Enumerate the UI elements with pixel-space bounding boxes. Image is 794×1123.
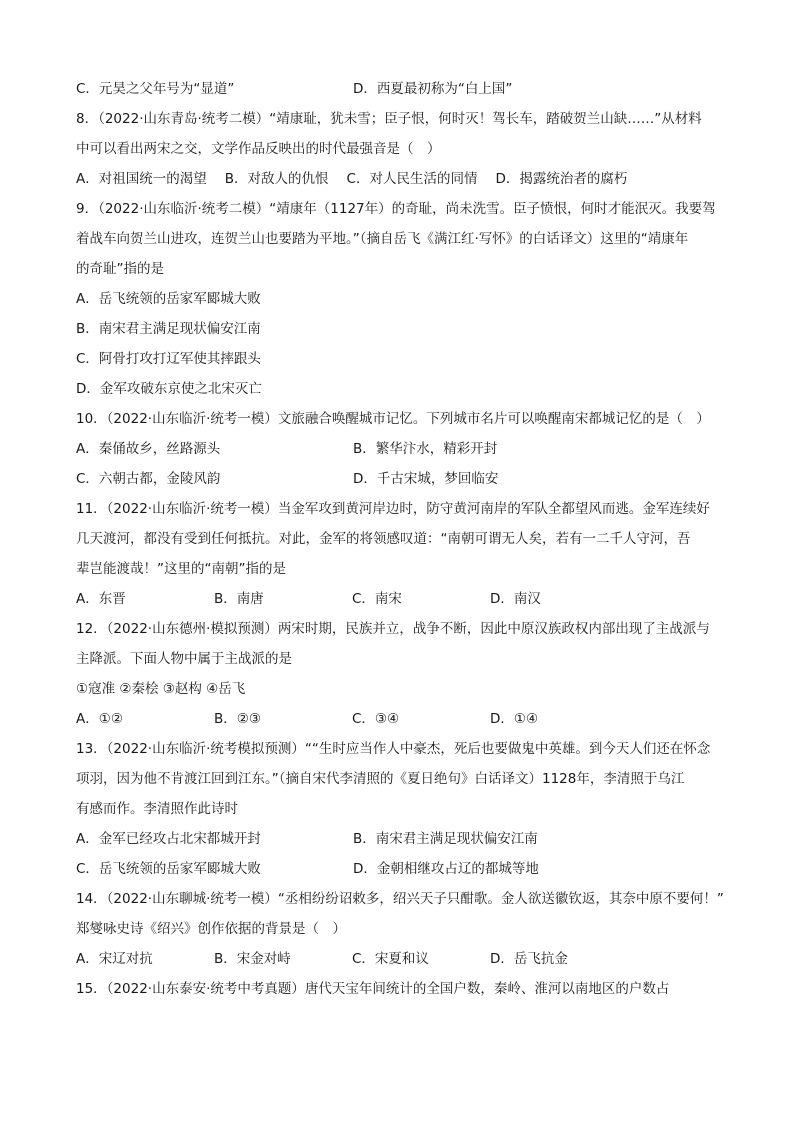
question-15 <box>76 980 724 998</box>
question-options <box>76 590 724 608</box>
question-text: 9．（2022·山东临沂·统考二模）“靖康年（1127年）的奇耻，尚未洗雪。臣子愤恨，何时才能泯灭。我要驾 <box>76 201 716 217</box>
question-options <box>76 440 724 458</box>
option-b: B．对敌人的仇恨 <box>224 171 329 187</box>
option-b: B．繁华汴水，精彩开封 <box>353 441 498 457</box>
question-10 <box>76 410 724 488</box>
question-14 <box>76 890 724 968</box>
question-options <box>76 860 724 878</box>
option-d: D．南汉 <box>490 591 541 607</box>
option-d: D．千古宋城，梦回临安 <box>353 471 499 487</box>
question-text: 主降派。下面人物中属于主战派的是 <box>76 651 292 667</box>
option-c: C．南宋 <box>352 591 402 607</box>
option-d: D．西夏最初称为“白上国” <box>353 81 513 97</box>
option-a: A．秦俑故乡，丝路源头 <box>76 441 221 457</box>
question-text: 8．（2022·山东青岛·统考二模）“靖康耻，犹未雪；臣子恨，何时灭！驾长车，踏破贺兰山缺……”从材料 <box>76 111 702 127</box>
option-b: B．②③ <box>214 711 261 727</box>
option-d: D．揭露统治者的腐朽 <box>495 171 628 187</box>
question-options <box>76 470 724 488</box>
question-text: 13．（2022·山东临沂·统考模拟预测）““生时应当作人中豪杰，死后也要做鬼中英雄。到今天人们还在怀念 <box>76 741 711 757</box>
question-text: 15．（2022·山东泰安·统考中考真题）唐代天宝年间统计的全国户数，秦岭、淮河以南地区的户数占 <box>76 981 670 997</box>
option-d: D．①④ <box>490 711 539 727</box>
option-b: B．南唐 <box>214 591 264 607</box>
question-13 <box>76 740 724 878</box>
option-a: A．宋辽对抗 <box>76 951 153 967</box>
option-b: B．宋金对峙 <box>214 951 291 967</box>
prev-question-options <box>76 80 724 98</box>
option-a: A．①② <box>76 711 123 727</box>
question-12 <box>76 620 724 728</box>
option-a: A．金军已经攻占北宋都城开封 <box>76 831 261 847</box>
question-options <box>76 170 724 188</box>
question-11 <box>76 500 724 608</box>
option-c: C．对人民生活的同情 <box>346 171 478 187</box>
question-text: 12．（2022·山东德州·模拟预测）两宋时期，民族并立，战争不断，因此中原汉族政权内部出现了主战派与 <box>76 621 710 637</box>
question-options <box>76 290 724 398</box>
option-c: C．岳飞统领的岳家军郾城大败 <box>76 861 261 877</box>
option-d: D．金军攻破东京使之北宋灭亡 <box>76 381 262 397</box>
option-c: C．宋夏和议 <box>352 951 429 967</box>
option-a: A．岳飞统领的岳家军郾城大败 <box>76 291 261 307</box>
question-text: 辈岂能渡哉！”这里的“南朝”指的是 <box>76 561 286 577</box>
question-text: 项羽，因为他不肯渡江回到江东。”（摘自宋代李清照的《夏日绝句》白话译文）1128年，李清照于乌江 <box>76 771 685 787</box>
question-text: 11．（2022·山东临沂·统考一模）当金军攻到黄河岸边时，防守黄河南岸的军队全都望风而逃。金军连续好 <box>76 501 710 517</box>
question-text: 中可以看出两宋之交，文学作品反映出的时代最强音是（ ） <box>76 141 441 157</box>
question-8 <box>76 110 724 188</box>
question-options <box>76 710 724 728</box>
option-b: B．南宋君主满足现状偏安江南 <box>353 831 538 847</box>
question-text: 着战车向贺兰山进攻，连贺兰山也要踏为平地。”（摘自岳飞《满江红·写怀》的白话译文）这里的“靖康年 <box>76 231 689 247</box>
option-d: D．金朝相继攻占辽的都城等地 <box>353 861 539 877</box>
question-text: 的奇耻”指的是 <box>76 261 164 277</box>
question-text: 14．（2022·山东聊城·统考一模）“丞相纷纷诏敕多，绍兴天子只酣歌。金人欲送徽钦返，其奈中原不要何！” <box>76 891 724 907</box>
question-text: 有感而作。李清照作此诗时 <box>76 801 238 817</box>
question-choices: ①寇准 ②秦桧 ③赵构 ④岳飞 <box>76 681 246 697</box>
option-c: C．③④ <box>352 711 400 727</box>
question-9 <box>76 200 724 398</box>
option-c: C．六朝古都，金陵风韵 <box>76 471 221 487</box>
question-text: 10．（2022·山东临沂·统考一模）文旅融合唤醒城市记忆。下列城市名片可以唤醒南宋都城记忆的是（ ） <box>76 411 710 427</box>
option-c: C．元昊之父年号为“显道” <box>76 81 235 97</box>
question-options <box>76 950 724 968</box>
question-text: 几天渡河，都没有受到任何抵抗。对此，金军的将领感叹道：“南朝可谓无人矣，若有一二千人守河，吾 <box>76 531 691 547</box>
question-options <box>76 830 724 848</box>
option-a: A．对祖国统一的渴望 <box>76 171 207 187</box>
question-text: 郑燮咏史诗《绍兴》创作依据的背景是（ ） <box>76 921 346 937</box>
option-b: B．南宋君主满足现状偏安江南 <box>76 321 261 337</box>
option-a: A．东晋 <box>76 591 126 607</box>
option-c: C．阿骨打攻打辽军使其摔跟头 <box>76 351 261 367</box>
option-d: D．岳飞抗金 <box>490 951 568 967</box>
